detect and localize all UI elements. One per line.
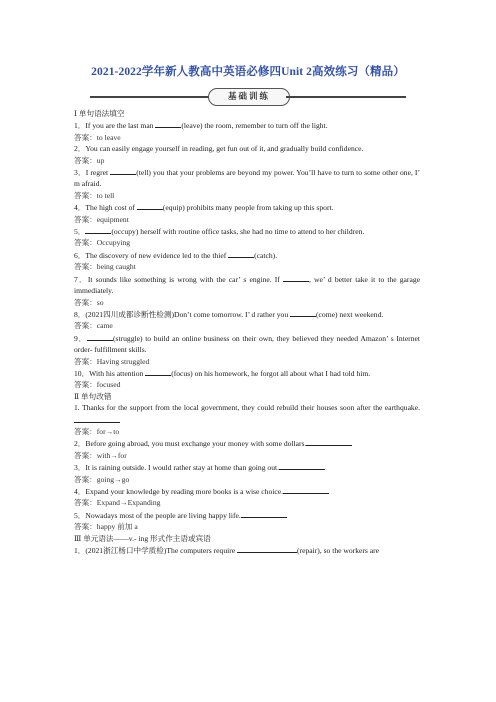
- question-text: , we’ d better take it to the garage immediately.: [74, 274, 420, 296]
- question-item: [74, 509, 420, 521]
- question-item: [74, 485, 420, 497]
- answer-blank[interactable]: [110, 166, 136, 175]
- question-text: (tell) you that your problems are beyond my power. You’ll have to turn to some other one, I’ m afraid.: [74, 168, 420, 189]
- question-text: 8．(2021四川成都诊断性检测)Don’t come tomorrow. I’ d rather you: [74, 309, 291, 319]
- question-item: [74, 119, 420, 131]
- answer-blank[interactable]: [145, 367, 171, 376]
- question-text: 4．Expand your knowledge by reading more books is a wise choice.: [74, 487, 283, 496]
- question-text: (come) next weekend.: [316, 309, 384, 319]
- question-text: 10．With his attention: [74, 368, 146, 378]
- answer-line: 答案：focused: [74, 380, 121, 390]
- question-item: [74, 544, 420, 556]
- question-item: [74, 402, 420, 426]
- question-item: [74, 367, 420, 379]
- exercise-content: [74, 108, 420, 556]
- answer-blank[interactable]: [87, 332, 113, 341]
- question-text: 7．It sounds like something is wrong with the car’ s engine. If: [74, 274, 283, 284]
- answer-line: 答案：came: [74, 321, 113, 331]
- answer-line: 答案：equipment: [74, 214, 129, 224]
- question-text: 5．: [74, 227, 86, 237]
- question-text: 3．It is raining outside. I would rather stay at home than going out.: [74, 463, 279, 473]
- answer-line: 答案：to tell: [74, 190, 115, 200]
- question-text: (occupy) herself with routine office tasks, she had no time to attend to her children.: [111, 227, 365, 237]
- answer-line: 答案：for→to: [74, 426, 120, 436]
- question-text: 1．If you are the last man: [74, 121, 156, 131]
- section-heading: Ⅲ 单元语法——v.- ing 形式作主语或宾语: [74, 533, 211, 543]
- question-item: [74, 249, 420, 261]
- answer-blank[interactable]: [290, 308, 316, 317]
- question-item: [74, 461, 420, 473]
- answer-line: 答案：Having struggled: [74, 356, 150, 366]
- question-item: [74, 166, 420, 190]
- answer-blank[interactable]: [85, 225, 111, 234]
- question-item: [74, 143, 420, 154]
- question-text: (leave) the room, remember to turn off the light.: [181, 121, 328, 131]
- question-item: [74, 308, 420, 320]
- answer-blank[interactable]: [74, 414, 120, 423]
- document-title: 2021-2022学年新人教高中英语必修四Unit 2高效练习（精品）: [91, 66, 405, 78]
- question-text: 5．Nowadays most of the people are living happy life.: [74, 510, 241, 520]
- answer-blank[interactable]: [283, 273, 309, 282]
- answer-blank[interactable]: [237, 544, 297, 553]
- question-item: [74, 332, 420, 356]
- question-text: (focus) on his homework, he forgot all about what I had told him.: [171, 368, 371, 378]
- answer-blank[interactable]: [228, 249, 254, 258]
- answer-blank[interactable]: [137, 201, 163, 210]
- answer-blank[interactable]: [155, 119, 181, 128]
- question-item: [74, 201, 420, 213]
- question-text: 4．The high cost of: [74, 203, 137, 213]
- answer-blank[interactable]: [241, 509, 287, 518]
- question-text: 3．I regret: [74, 168, 111, 178]
- section-heading: Ⅱ 单句改错: [74, 391, 112, 401]
- question-text: (repair), so the workers are: [297, 546, 380, 556]
- answer-blank[interactable]: [279, 461, 325, 470]
- answer-line: 答案：so: [74, 297, 104, 307]
- section-banner: [90, 88, 406, 106]
- question-item: [74, 225, 420, 237]
- answer-blank[interactable]: [283, 485, 329, 494]
- answer-blank[interactable]: [306, 437, 352, 446]
- question-text: 1. Thanks for the support from the local government, they could rebuild their houses soon after the earthquake.: [74, 403, 420, 413]
- answer-line: 答案：with→for: [74, 450, 127, 460]
- question-text: (equip) prohibits many people from taking up this sport.: [162, 203, 334, 213]
- question-text: 9．: [74, 333, 87, 343]
- question-text: 2．Before going abroad, you must exchange your money with some dollars.: [74, 439, 307, 449]
- section-heading: Ⅰ 单句语法填空: [74, 109, 125, 118]
- question-text: 2．You can easily engage yourself in reading, get fun out of it, and gradually build confidence.: [74, 144, 364, 154]
- question-text: (catch).: [254, 250, 278, 260]
- question-text: (struggle) to build an online business on their own, they believed they needed Amazon’ s Internet order- fulfillment skills.: [74, 333, 420, 355]
- answer-line: 答案：up: [74, 155, 105, 165]
- answer-line: 答案：happy 前加 a: [74, 522, 138, 532]
- answer-line: 答案：being caught: [74, 262, 136, 272]
- banner-label: 基础训练: [208, 88, 290, 106]
- question-text: 6．The discovery of new evidence led to the thief: [74, 250, 229, 260]
- answer-line: 答案：going→go: [74, 474, 130, 484]
- answer-line: 答案：Occupying: [74, 238, 131, 248]
- question-item: [74, 273, 420, 297]
- answer-line: 答案：Expand→Expanding: [74, 498, 161, 508]
- question-item: [74, 437, 420, 449]
- answer-line: 答案：to leave: [74, 132, 121, 142]
- banner-left-rule: [90, 96, 210, 98]
- banner-right-rule: [286, 96, 406, 98]
- question-text: 1．(2021浙江杨口中学质检)The computers require: [74, 546, 238, 556]
